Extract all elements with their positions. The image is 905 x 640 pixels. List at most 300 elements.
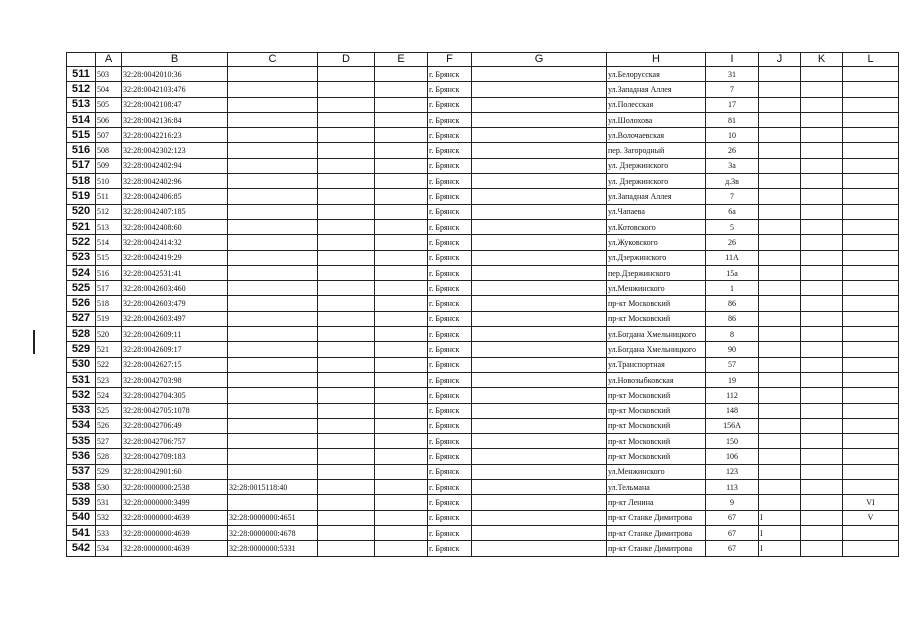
cell-a[interactable]: 534 <box>96 541 122 556</box>
cell-d[interactable] <box>318 67 375 82</box>
cell-b[interactable]: 32:28:0000000:3499 <box>122 495 228 510</box>
cell-e[interactable] <box>375 434 428 449</box>
cell-j[interactable] <box>759 311 801 326</box>
cell-i[interactable]: 7 <box>706 82 759 97</box>
cell-g[interactable] <box>472 342 607 357</box>
cell-h[interactable]: ул.Западная Аллея <box>607 189 706 204</box>
cell-c[interactable] <box>228 219 318 234</box>
cell-h[interactable]: ул.Богдана Хмельницкого <box>607 342 706 357</box>
row-number[interactable]: 536 <box>67 449 96 464</box>
cell-b[interactable]: 32:28:0042901:60 <box>122 464 228 479</box>
cell-i[interactable]: 81 <box>706 112 759 127</box>
cell-j[interactable] <box>759 296 801 311</box>
cell-e[interactable] <box>375 541 428 556</box>
cell-j[interactable] <box>759 112 801 127</box>
row-number[interactable]: 513 <box>67 97 96 112</box>
cell-b[interactable]: 32:28:0042402:94 <box>122 158 228 173</box>
cell-c[interactable] <box>228 158 318 173</box>
cell-h[interactable]: пр-кт Станке Димитрова <box>607 525 706 540</box>
cell-g[interactable] <box>472 250 607 265</box>
cell-a[interactable]: 509 <box>96 158 122 173</box>
cell-b[interactable]: 32:28:0042709:183 <box>122 449 228 464</box>
cell-e[interactable] <box>375 235 428 250</box>
column-header-b[interactable]: B <box>122 53 228 67</box>
cell-c[interactable] <box>228 434 318 449</box>
cell-l[interactable] <box>843 143 899 158</box>
cell-i[interactable]: 123 <box>706 464 759 479</box>
column-header-h[interactable]: H <box>607 53 706 67</box>
cell-d[interactable] <box>318 418 375 433</box>
cell-h[interactable]: пер. Загородный <box>607 143 706 158</box>
cell-e[interactable] <box>375 480 428 495</box>
cell-l[interactable] <box>843 434 899 449</box>
cell-a[interactable]: 521 <box>96 342 122 357</box>
cell-l[interactable] <box>843 418 899 433</box>
cell-c[interactable] <box>228 143 318 158</box>
cell-j[interactable]: I <box>759 510 801 525</box>
cell-k[interactable] <box>801 158 843 173</box>
cell-h[interactable]: пр-кт Ленина <box>607 495 706 510</box>
cell-f[interactable]: г. Брянск <box>428 189 472 204</box>
cell-d[interactable] <box>318 510 375 525</box>
cell-d[interactable] <box>318 342 375 357</box>
cell-l[interactable] <box>843 128 899 143</box>
column-header-f[interactable]: F <box>428 53 472 67</box>
cell-j[interactable] <box>759 342 801 357</box>
cell-k[interactable] <box>801 342 843 357</box>
cell-l[interactable] <box>843 97 899 112</box>
cell-h[interactable]: пр-кт Московский <box>607 388 706 403</box>
cell-d[interactable] <box>318 82 375 97</box>
row-number[interactable]: 538 <box>67 480 96 495</box>
cell-l[interactable] <box>843 357 899 372</box>
column-header-a[interactable]: A <box>96 53 122 67</box>
cell-e[interactable] <box>375 327 428 342</box>
cell-f[interactable]: г. Брянск <box>428 357 472 372</box>
cell-j[interactable] <box>759 495 801 510</box>
cell-d[interactable] <box>318 128 375 143</box>
cell-j[interactable] <box>759 174 801 189</box>
cell-i[interactable]: 112 <box>706 388 759 403</box>
cell-d[interactable] <box>318 281 375 296</box>
cell-i[interactable]: 90 <box>706 342 759 357</box>
cell-b[interactable]: 32:28:0042609:11 <box>122 327 228 342</box>
cell-f[interactable]: г. Брянск <box>428 495 472 510</box>
cell-k[interactable] <box>801 97 843 112</box>
cell-c[interactable] <box>228 112 318 127</box>
cell-d[interactable] <box>318 235 375 250</box>
cell-f[interactable]: г. Брянск <box>428 525 472 540</box>
cell-h[interactable]: пр-кт Московский <box>607 434 706 449</box>
cell-j[interactable] <box>759 97 801 112</box>
cell-e[interactable] <box>375 403 428 418</box>
cell-k[interactable] <box>801 418 843 433</box>
cell-e[interactable] <box>375 189 428 204</box>
cell-h[interactable]: ул.Чапаева <box>607 204 706 219</box>
cell-c[interactable] <box>228 281 318 296</box>
cell-a[interactable]: 514 <box>96 235 122 250</box>
cell-c[interactable] <box>228 464 318 479</box>
cell-d[interactable] <box>318 449 375 464</box>
cell-b[interactable]: 32:28:0042706:757 <box>122 434 228 449</box>
cell-b[interactable]: 32:28:0042419:29 <box>122 250 228 265</box>
cell-h[interactable]: ул.Волочаевская <box>607 128 706 143</box>
cell-e[interactable] <box>375 495 428 510</box>
cell-l[interactable] <box>843 281 899 296</box>
cell-g[interactable] <box>472 82 607 97</box>
cell-d[interactable] <box>318 204 375 219</box>
cell-e[interactable] <box>375 464 428 479</box>
cell-e[interactable] <box>375 311 428 326</box>
cell-g[interactable] <box>472 418 607 433</box>
cell-h[interactable]: ул.Западная Аллея <box>607 82 706 97</box>
row-number[interactable]: 526 <box>67 296 96 311</box>
cell-g[interactable] <box>472 189 607 204</box>
cell-f[interactable]: г. Брянск <box>428 219 472 234</box>
cell-d[interactable] <box>318 403 375 418</box>
cell-f[interactable]: г. Брянск <box>428 174 472 189</box>
cell-k[interactable] <box>801 112 843 127</box>
column-header-k[interactable]: K <box>801 53 843 67</box>
cell-f[interactable]: г. Брянск <box>428 372 472 387</box>
cell-l[interactable] <box>843 82 899 97</box>
cell-g[interactable] <box>472 67 607 82</box>
cell-i[interactable]: 86 <box>706 311 759 326</box>
cell-j[interactable] <box>759 281 801 296</box>
cell-l[interactable] <box>843 265 899 280</box>
cell-h[interactable]: ул. Дзержинского <box>607 174 706 189</box>
cell-d[interactable] <box>318 372 375 387</box>
cell-h[interactable]: пр-кт Московский <box>607 449 706 464</box>
cell-f[interactable]: г. Брянск <box>428 158 472 173</box>
cell-d[interactable] <box>318 97 375 112</box>
row-number[interactable]: 519 <box>67 189 96 204</box>
cell-d[interactable] <box>318 388 375 403</box>
cell-i[interactable]: 11А <box>706 250 759 265</box>
cell-c[interactable] <box>228 296 318 311</box>
cell-l[interactable] <box>843 250 899 265</box>
cell-h[interactable]: пр-кт Московский <box>607 403 706 418</box>
cell-f[interactable]: г. Брянск <box>428 403 472 418</box>
cell-i[interactable]: 5 <box>706 219 759 234</box>
cell-a[interactable]: 515 <box>96 250 122 265</box>
cell-f[interactable]: г. Брянск <box>428 296 472 311</box>
cell-l[interactable]: VI <box>843 495 899 510</box>
cell-c[interactable] <box>228 250 318 265</box>
cell-d[interactable] <box>318 296 375 311</box>
cell-c[interactable] <box>228 388 318 403</box>
row-number[interactable]: 524 <box>67 265 96 280</box>
cell-i[interactable]: 106 <box>706 449 759 464</box>
cell-c[interactable] <box>228 174 318 189</box>
cell-i[interactable]: 17 <box>706 97 759 112</box>
cell-h[interactable]: ул.Жуковского <box>607 235 706 250</box>
cell-g[interactable] <box>472 204 607 219</box>
cell-i[interactable]: 26 <box>706 143 759 158</box>
cell-f[interactable]: г. Брянск <box>428 327 472 342</box>
cell-a[interactable]: 533 <box>96 525 122 540</box>
cell-j[interactable] <box>759 204 801 219</box>
cell-h[interactable]: пр-кт Станке Димитрова <box>607 510 706 525</box>
cell-i[interactable]: 31 <box>706 67 759 82</box>
cell-e[interactable] <box>375 158 428 173</box>
cell-c[interactable] <box>228 82 318 97</box>
cell-k[interactable] <box>801 189 843 204</box>
cell-j[interactable] <box>759 67 801 82</box>
cell-j[interactable] <box>759 250 801 265</box>
cell-a[interactable]: 512 <box>96 204 122 219</box>
cell-f[interactable]: г. Брянск <box>428 449 472 464</box>
cell-c[interactable]: 32:28:0000000:5331 <box>228 541 318 556</box>
cell-g[interactable] <box>472 174 607 189</box>
cell-c[interactable] <box>228 97 318 112</box>
cell-j[interactable] <box>759 449 801 464</box>
cell-k[interactable] <box>801 174 843 189</box>
cell-g[interactable] <box>472 510 607 525</box>
cell-l[interactable] <box>843 388 899 403</box>
cell-l[interactable]: V <box>843 510 899 525</box>
cell-k[interactable] <box>801 541 843 556</box>
cell-h[interactable]: ул.Дзержинского <box>607 250 706 265</box>
cell-g[interactable] <box>472 97 607 112</box>
cell-i[interactable]: 150 <box>706 434 759 449</box>
cell-l[interactable] <box>843 403 899 418</box>
cell-j[interactable]: I <box>759 525 801 540</box>
cell-b[interactable]: 32:28:0042406:85 <box>122 189 228 204</box>
cell-g[interactable] <box>472 128 607 143</box>
cell-l[interactable] <box>843 311 899 326</box>
column-header-c[interactable]: C <box>228 53 318 67</box>
cell-c[interactable] <box>228 327 318 342</box>
cell-h[interactable]: пр-кт Станке Димитрова <box>607 541 706 556</box>
cell-d[interactable] <box>318 541 375 556</box>
corner-header[interactable] <box>67 53 96 67</box>
cell-l[interactable] <box>843 525 899 540</box>
cell-k[interactable] <box>801 143 843 158</box>
cell-c[interactable] <box>228 418 318 433</box>
cell-b[interactable]: 32:28:0042108:47 <box>122 97 228 112</box>
cell-d[interactable] <box>318 480 375 495</box>
cell-f[interactable]: г. Брянск <box>428 510 472 525</box>
cell-h[interactable]: ул.Новозыбковская <box>607 372 706 387</box>
row-number[interactable]: 534 <box>67 418 96 433</box>
row-number[interactable]: 517 <box>67 158 96 173</box>
cell-a[interactable]: 506 <box>96 112 122 127</box>
cell-e[interactable] <box>375 128 428 143</box>
cell-d[interactable] <box>318 219 375 234</box>
cell-k[interactable] <box>801 434 843 449</box>
cell-i[interactable]: 67 <box>706 541 759 556</box>
cell-k[interactable] <box>801 525 843 540</box>
cell-j[interactable] <box>759 403 801 418</box>
cell-e[interactable] <box>375 449 428 464</box>
cell-f[interactable]: г. Брянск <box>428 541 472 556</box>
cell-l[interactable] <box>843 67 899 82</box>
cell-f[interactable]: г. Брянск <box>428 250 472 265</box>
cell-d[interactable] <box>318 327 375 342</box>
cell-a[interactable]: 531 <box>96 495 122 510</box>
row-number[interactable]: 520 <box>67 204 96 219</box>
cell-a[interactable]: 503 <box>96 67 122 82</box>
cell-l[interactable] <box>843 449 899 464</box>
row-number[interactable]: 516 <box>67 143 96 158</box>
cell-l[interactable] <box>843 235 899 250</box>
cell-d[interactable] <box>318 112 375 127</box>
cell-e[interactable] <box>375 372 428 387</box>
row-number[interactable]: 531 <box>67 372 96 387</box>
cell-b[interactable]: 32:28:0000000:4639 <box>122 525 228 540</box>
cell-i[interactable]: 7 <box>706 189 759 204</box>
cell-j[interactable] <box>759 388 801 403</box>
cell-c[interactable] <box>228 265 318 280</box>
cell-h[interactable]: пр-кт Московский <box>607 418 706 433</box>
cell-i[interactable]: 26 <box>706 235 759 250</box>
column-header-i[interactable]: I <box>706 53 759 67</box>
cell-k[interactable] <box>801 219 843 234</box>
cell-j[interactable] <box>759 189 801 204</box>
cell-b[interactable]: 32:28:0042407:185 <box>122 204 228 219</box>
cell-b[interactable]: 32:28:0042408:60 <box>122 219 228 234</box>
cell-i[interactable]: 67 <box>706 525 759 540</box>
cell-e[interactable] <box>375 296 428 311</box>
cell-e[interactable] <box>375 510 428 525</box>
cell-l[interactable] <box>843 296 899 311</box>
cell-g[interactable] <box>472 235 607 250</box>
cell-a[interactable]: 507 <box>96 128 122 143</box>
cell-j[interactable] <box>759 143 801 158</box>
column-header-l[interactable]: L <box>843 53 899 67</box>
cell-c[interactable] <box>228 189 318 204</box>
cell-k[interactable] <box>801 388 843 403</box>
cell-c[interactable]: 32:28:0000000:4651 <box>228 510 318 525</box>
cell-f[interactable]: г. Брянск <box>428 388 472 403</box>
cell-j[interactable] <box>759 219 801 234</box>
cell-h[interactable]: ул.Белорусская <box>607 67 706 82</box>
cell-g[interactable] <box>472 357 607 372</box>
cell-d[interactable] <box>318 357 375 372</box>
cell-k[interactable] <box>801 449 843 464</box>
cell-l[interactable] <box>843 327 899 342</box>
cell-b[interactable]: 32:28:0000000:2538 <box>122 480 228 495</box>
cell-b[interactable]: 32:28:0042136:84 <box>122 112 228 127</box>
row-number[interactable]: 511 <box>67 67 96 82</box>
cell-l[interactable] <box>843 112 899 127</box>
cell-b[interactable]: 32:28:0042703:98 <box>122 372 228 387</box>
cell-a[interactable]: 510 <box>96 174 122 189</box>
row-number[interactable]: 535 <box>67 434 96 449</box>
row-number[interactable]: 537 <box>67 464 96 479</box>
cell-l[interactable] <box>843 204 899 219</box>
cell-g[interactable] <box>472 281 607 296</box>
cell-i[interactable]: 10 <box>706 128 759 143</box>
cell-e[interactable] <box>375 219 428 234</box>
row-number[interactable]: 528 <box>67 327 96 342</box>
cell-h[interactable]: пр-кт Московский <box>607 311 706 326</box>
cell-k[interactable] <box>801 495 843 510</box>
cell-k[interactable] <box>801 403 843 418</box>
cell-f[interactable]: г. Брянск <box>428 480 472 495</box>
cell-l[interactable] <box>843 342 899 357</box>
cell-b[interactable]: 32:28:0042705:1078 <box>122 403 228 418</box>
cell-e[interactable] <box>375 143 428 158</box>
cell-d[interactable] <box>318 525 375 540</box>
cell-a[interactable]: 520 <box>96 327 122 342</box>
row-number[interactable]: 515 <box>67 128 96 143</box>
cell-g[interactable] <box>472 449 607 464</box>
cell-e[interactable] <box>375 265 428 280</box>
cell-g[interactable] <box>472 265 607 280</box>
cell-i[interactable]: д.3в <box>706 174 759 189</box>
cell-a[interactable]: 529 <box>96 464 122 479</box>
cell-e[interactable] <box>375 418 428 433</box>
cell-d[interactable] <box>318 495 375 510</box>
cell-l[interactable] <box>843 189 899 204</box>
cell-g[interactable] <box>472 311 607 326</box>
cell-i[interactable]: 57 <box>706 357 759 372</box>
cell-a[interactable]: 523 <box>96 372 122 387</box>
column-header-j[interactable]: J <box>759 53 801 67</box>
cell-l[interactable] <box>843 158 899 173</box>
cell-g[interactable] <box>472 219 607 234</box>
cell-d[interactable] <box>318 158 375 173</box>
cell-f[interactable]: г. Брянск <box>428 97 472 112</box>
cell-e[interactable] <box>375 342 428 357</box>
cell-i[interactable]: 1 <box>706 281 759 296</box>
cell-j[interactable]: I <box>759 541 801 556</box>
cell-c[interactable]: 32:28:0000000:4678 <box>228 525 318 540</box>
column-header-g[interactable]: G <box>472 53 607 67</box>
cell-b[interactable]: 32:28:0042603:479 <box>122 296 228 311</box>
cell-b[interactable]: 32:28:0042704:305 <box>122 388 228 403</box>
cell-g[interactable] <box>472 403 607 418</box>
cell-e[interactable] <box>375 204 428 219</box>
cell-l[interactable] <box>843 541 899 556</box>
cell-i[interactable]: 86 <box>706 296 759 311</box>
cell-k[interactable] <box>801 372 843 387</box>
cell-l[interactable] <box>843 480 899 495</box>
cell-a[interactable]: 504 <box>96 82 122 97</box>
cell-k[interactable] <box>801 327 843 342</box>
cell-h[interactable]: пр-кт Московский <box>607 296 706 311</box>
cell-b[interactable]: 32:28:0042603:460 <box>122 281 228 296</box>
cell-e[interactable] <box>375 388 428 403</box>
cell-l[interactable] <box>843 372 899 387</box>
cell-g[interactable] <box>472 372 607 387</box>
cell-g[interactable] <box>472 112 607 127</box>
cell-f[interactable]: г. Брянск <box>428 281 472 296</box>
cell-k[interactable] <box>801 82 843 97</box>
cell-f[interactable]: г. Брянск <box>428 434 472 449</box>
cell-k[interactable] <box>801 296 843 311</box>
cell-g[interactable] <box>472 434 607 449</box>
cell-a[interactable]: 518 <box>96 296 122 311</box>
cell-k[interactable] <box>801 464 843 479</box>
cell-i[interactable]: 67 <box>706 510 759 525</box>
cell-b[interactable]: 32:28:0042627:15 <box>122 357 228 372</box>
cell-c[interactable] <box>228 495 318 510</box>
cell-b[interactable]: 32:28:0042414:32 <box>122 235 228 250</box>
cell-c[interactable] <box>228 128 318 143</box>
cell-d[interactable] <box>318 311 375 326</box>
cell-a[interactable]: 526 <box>96 418 122 433</box>
row-number[interactable]: 529 <box>67 342 96 357</box>
cell-l[interactable] <box>843 174 899 189</box>
cell-f[interactable]: г. Брянск <box>428 143 472 158</box>
cell-i[interactable]: 15а <box>706 265 759 280</box>
cell-h[interactable]: ул.Полесская <box>607 97 706 112</box>
cell-c[interactable] <box>228 67 318 82</box>
cell-g[interactable] <box>472 327 607 342</box>
